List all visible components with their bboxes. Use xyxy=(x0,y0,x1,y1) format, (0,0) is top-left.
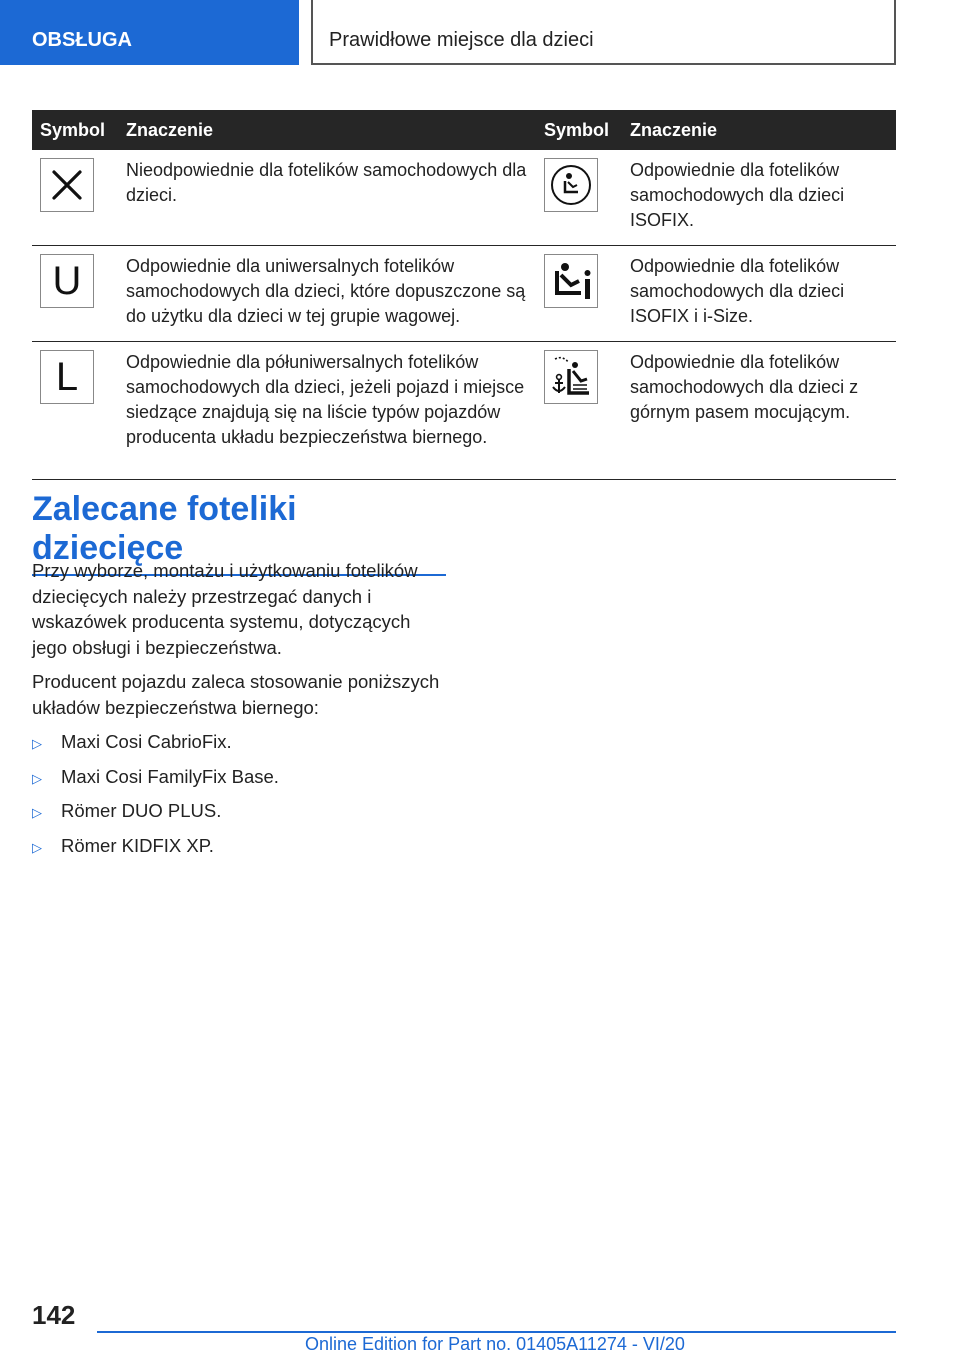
recommended-seats-list xyxy=(32,729,442,860)
symbol-cell xyxy=(32,246,118,342)
section-heading: Zalecane foteliki dziecięce xyxy=(32,490,446,576)
meaning-cell: Odpowiednie dla fotelików samochodowych dla dzieci z górnym pasem mocującym. xyxy=(622,342,896,480)
symbol-cell xyxy=(32,150,118,246)
meaning-cell: Odpowiednie dla uniwersalnych fotelików samochodowych dla dzieci, które dopuszczone są do użytku dla dzieci w tej grupie wagowej. xyxy=(118,246,536,342)
isofix-i-size-icon xyxy=(544,254,598,308)
page-number: 142 xyxy=(32,1300,76,1330)
symbol-cell xyxy=(536,342,622,480)
column-header: Znaczenie xyxy=(118,110,536,150)
table-row xyxy=(32,342,896,480)
footer-divider xyxy=(97,1331,896,1333)
list-item-label: Maxi Cosi CabrioFix. xyxy=(61,731,232,752)
letter-u-icon: U xyxy=(40,254,94,308)
triangle-bullet-icon: ▷ xyxy=(32,839,42,855)
list-item xyxy=(32,833,442,861)
symbol-cell xyxy=(536,246,622,342)
isofix-seat-icon xyxy=(544,158,598,212)
table-header-row xyxy=(32,110,896,150)
symbol-table xyxy=(32,110,896,480)
edition-footer: Online Edition for Part no. 01405A11274 - VI/20 xyxy=(305,1334,685,1354)
column-header: Symbol xyxy=(536,110,622,150)
triangle-bullet-icon: ▷ xyxy=(32,736,42,751)
symbol-cell xyxy=(32,342,118,480)
list-item-label: Maxi Cosi FamilyFix Base. xyxy=(61,765,279,787)
list-item xyxy=(32,729,442,757)
column-header: Znaczenie xyxy=(622,110,896,150)
triangle-bullet-icon: ▷ xyxy=(32,805,42,820)
meaning-cell: Odpowiednie dla fotelików samochodowych dla dzieci ISOFIX i i-Size. xyxy=(622,246,896,342)
paragraph: Producent pojazdu zaleca stosowanie poniższych układów bezpieczeństwa biernego: xyxy=(32,671,440,718)
symbol-cell xyxy=(536,150,622,246)
list-item-label: Römer DUO PLUS. xyxy=(61,800,222,821)
cross-icon xyxy=(40,158,94,212)
triangle-bullet-icon: ▷ xyxy=(32,770,42,786)
top-tether-icon xyxy=(544,350,598,404)
page-title: Prawidłowe miejsce dla dzieci xyxy=(311,0,896,65)
meaning-cell: Nieodpowiednie dla fotelików samochodowych dla dzieci. xyxy=(118,150,536,246)
meaning-cell: Odpowiednie dla fotelików samochodowych dla dzieci ISOFIX. xyxy=(622,150,896,246)
list-item xyxy=(32,764,442,792)
section-body xyxy=(32,558,442,867)
column-header: Symbol xyxy=(32,110,118,150)
list-item-label: Römer KIDFIX XP. xyxy=(61,834,214,856)
section-tab: OBSŁUGA xyxy=(0,0,299,65)
meaning-cell: Odpowiednie dla półuniwersalnych fotelików samochodowych dla dzieci, jeżeli pojazd i miejsce siedzące znajdują się na liście typów pojazdów producenta układu bezpieczeństwa biernego. xyxy=(118,342,536,480)
letter-l-icon: L xyxy=(40,350,94,404)
table-row xyxy=(32,246,896,342)
table-row xyxy=(32,150,896,246)
paragraph: Przy wyborze, montażu i użytkowaniu fotelików dziecięcych należy przestrzegać danych i wskazówek producenta systemu, dotyczących jego obsługi i bezpieczeństwa. xyxy=(32,560,418,658)
list-item xyxy=(32,798,442,826)
